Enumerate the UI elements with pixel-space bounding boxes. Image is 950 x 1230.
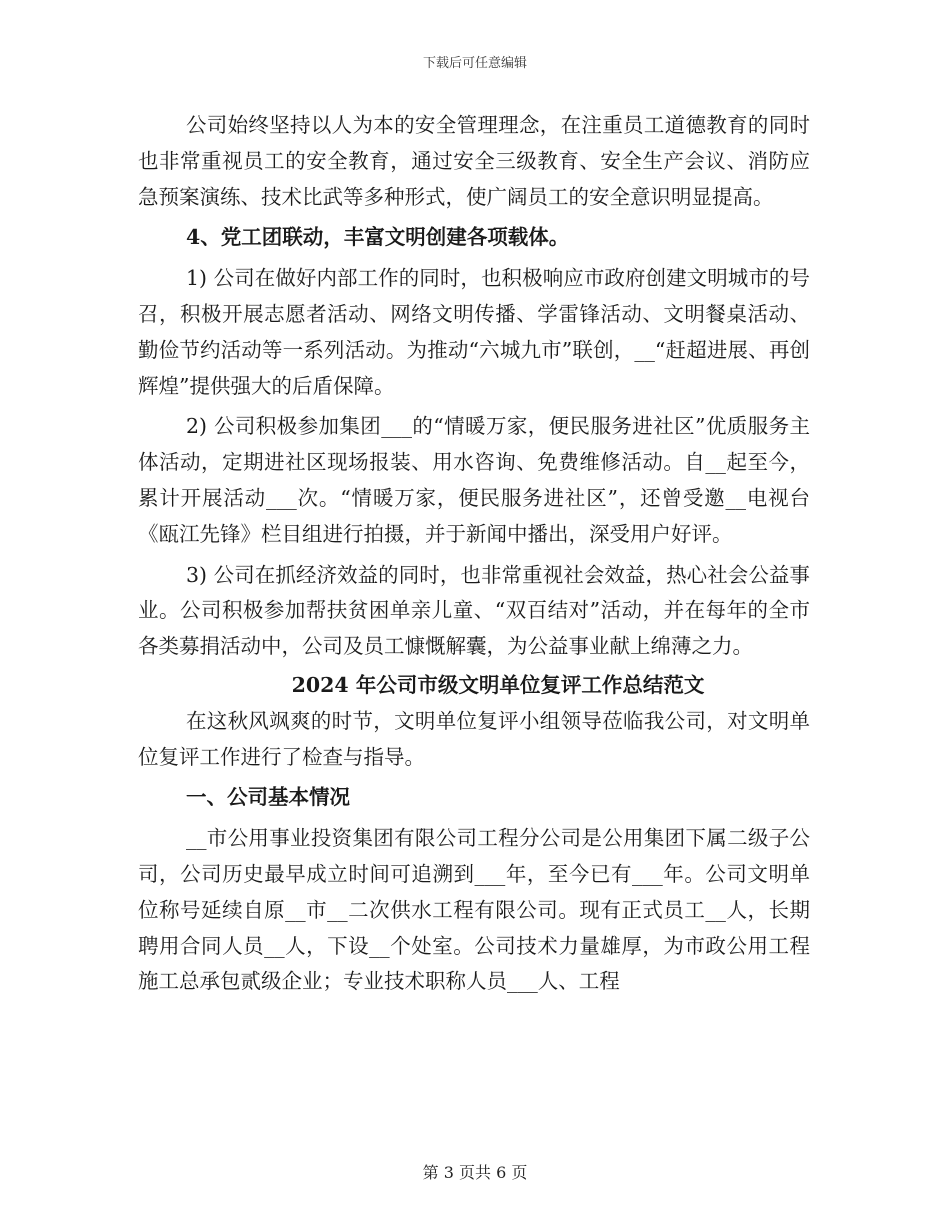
paragraph-community-service: 2) 公司积极参加集团___的“情暖万家，便民服务进社区”优质服务主体活动，定期进社区现场报装、用水咨询、免费维修活动。自__起至今，累计开展活动___次。“情暖万家，便民服务进社区”，还曾受邀__电视台《瓯江先锋》栏目组进行拍摄，并于新闻中播出，深受用户好评。 — [138, 414, 810, 546]
document-title: 2024 年公司市级文明单位复评工作总结范文 — [291, 672, 705, 697]
paragraph-safety-education: 公司始终坚持以人为本的安全管理理念，在注重员工道德教育的同时也非常重视员工的安全教育，通过安全三级教育、安全生产会议、消防应急预案演练、技术比武等多种形式，使广阔员工的安全意识明显提高。 — [138, 113, 810, 209]
page-footer: 第 3 页共 6 页 — [422, 1163, 528, 1182]
section-heading-party-union: 4、党工团联动，丰富文明创建各项载体。 — [186, 225, 570, 250]
paragraph-intro: 在这秋风飒爽的时节，文明单位复评小组领导莅临我公司，对文明单位复评工作进行了检查与指导。 — [138, 708, 810, 769]
paragraph-company-overview: __市公用事业投资集团有限公司工程分公司是公用集团下属二级子公司，公司历史最早成立时间可追溯到___年，至今已有___年。公司文明单位称号延续自原__市__二次供水工程有限公司。现有正式员工__人，长期聘用合同人员__人，下设__个处室。公司技术力量雄厚，为市政公用工程施工总承包贰级企业；专业技术职称人员___人、工程 — [138, 826, 810, 994]
document-body — [138, 108, 810, 1000]
paragraph-public-welfare: 3) 公司在抓经济效益的同时，也非常重视社会效益，热心社会公益事业。公司积极参加帮扶贫困单亲儿童、“双百结对”活动，并在每年的全市各类募捐活动中，公司及员工慷慨解囊，为公益事业献上绵薄之力。 — [138, 562, 810, 659]
page-header: 下载后可任意编辑 — [422, 56, 527, 71]
section-heading-company-overview: 一、公司基本情况 — [186, 785, 350, 810]
paragraph-civilized-city: 1) 公司在做好内部工作的同时，也积极响应市政府创建文明城市的号召，积极开展志愿者活动、网络文明传播、学雷锋活动、文明餐桌活动、勤俭节约活动等一系列活动。为推动“六城九市”联创，__“赶超进展、再创辉煌”提供强大的后盾保障。 — [138, 266, 810, 398]
